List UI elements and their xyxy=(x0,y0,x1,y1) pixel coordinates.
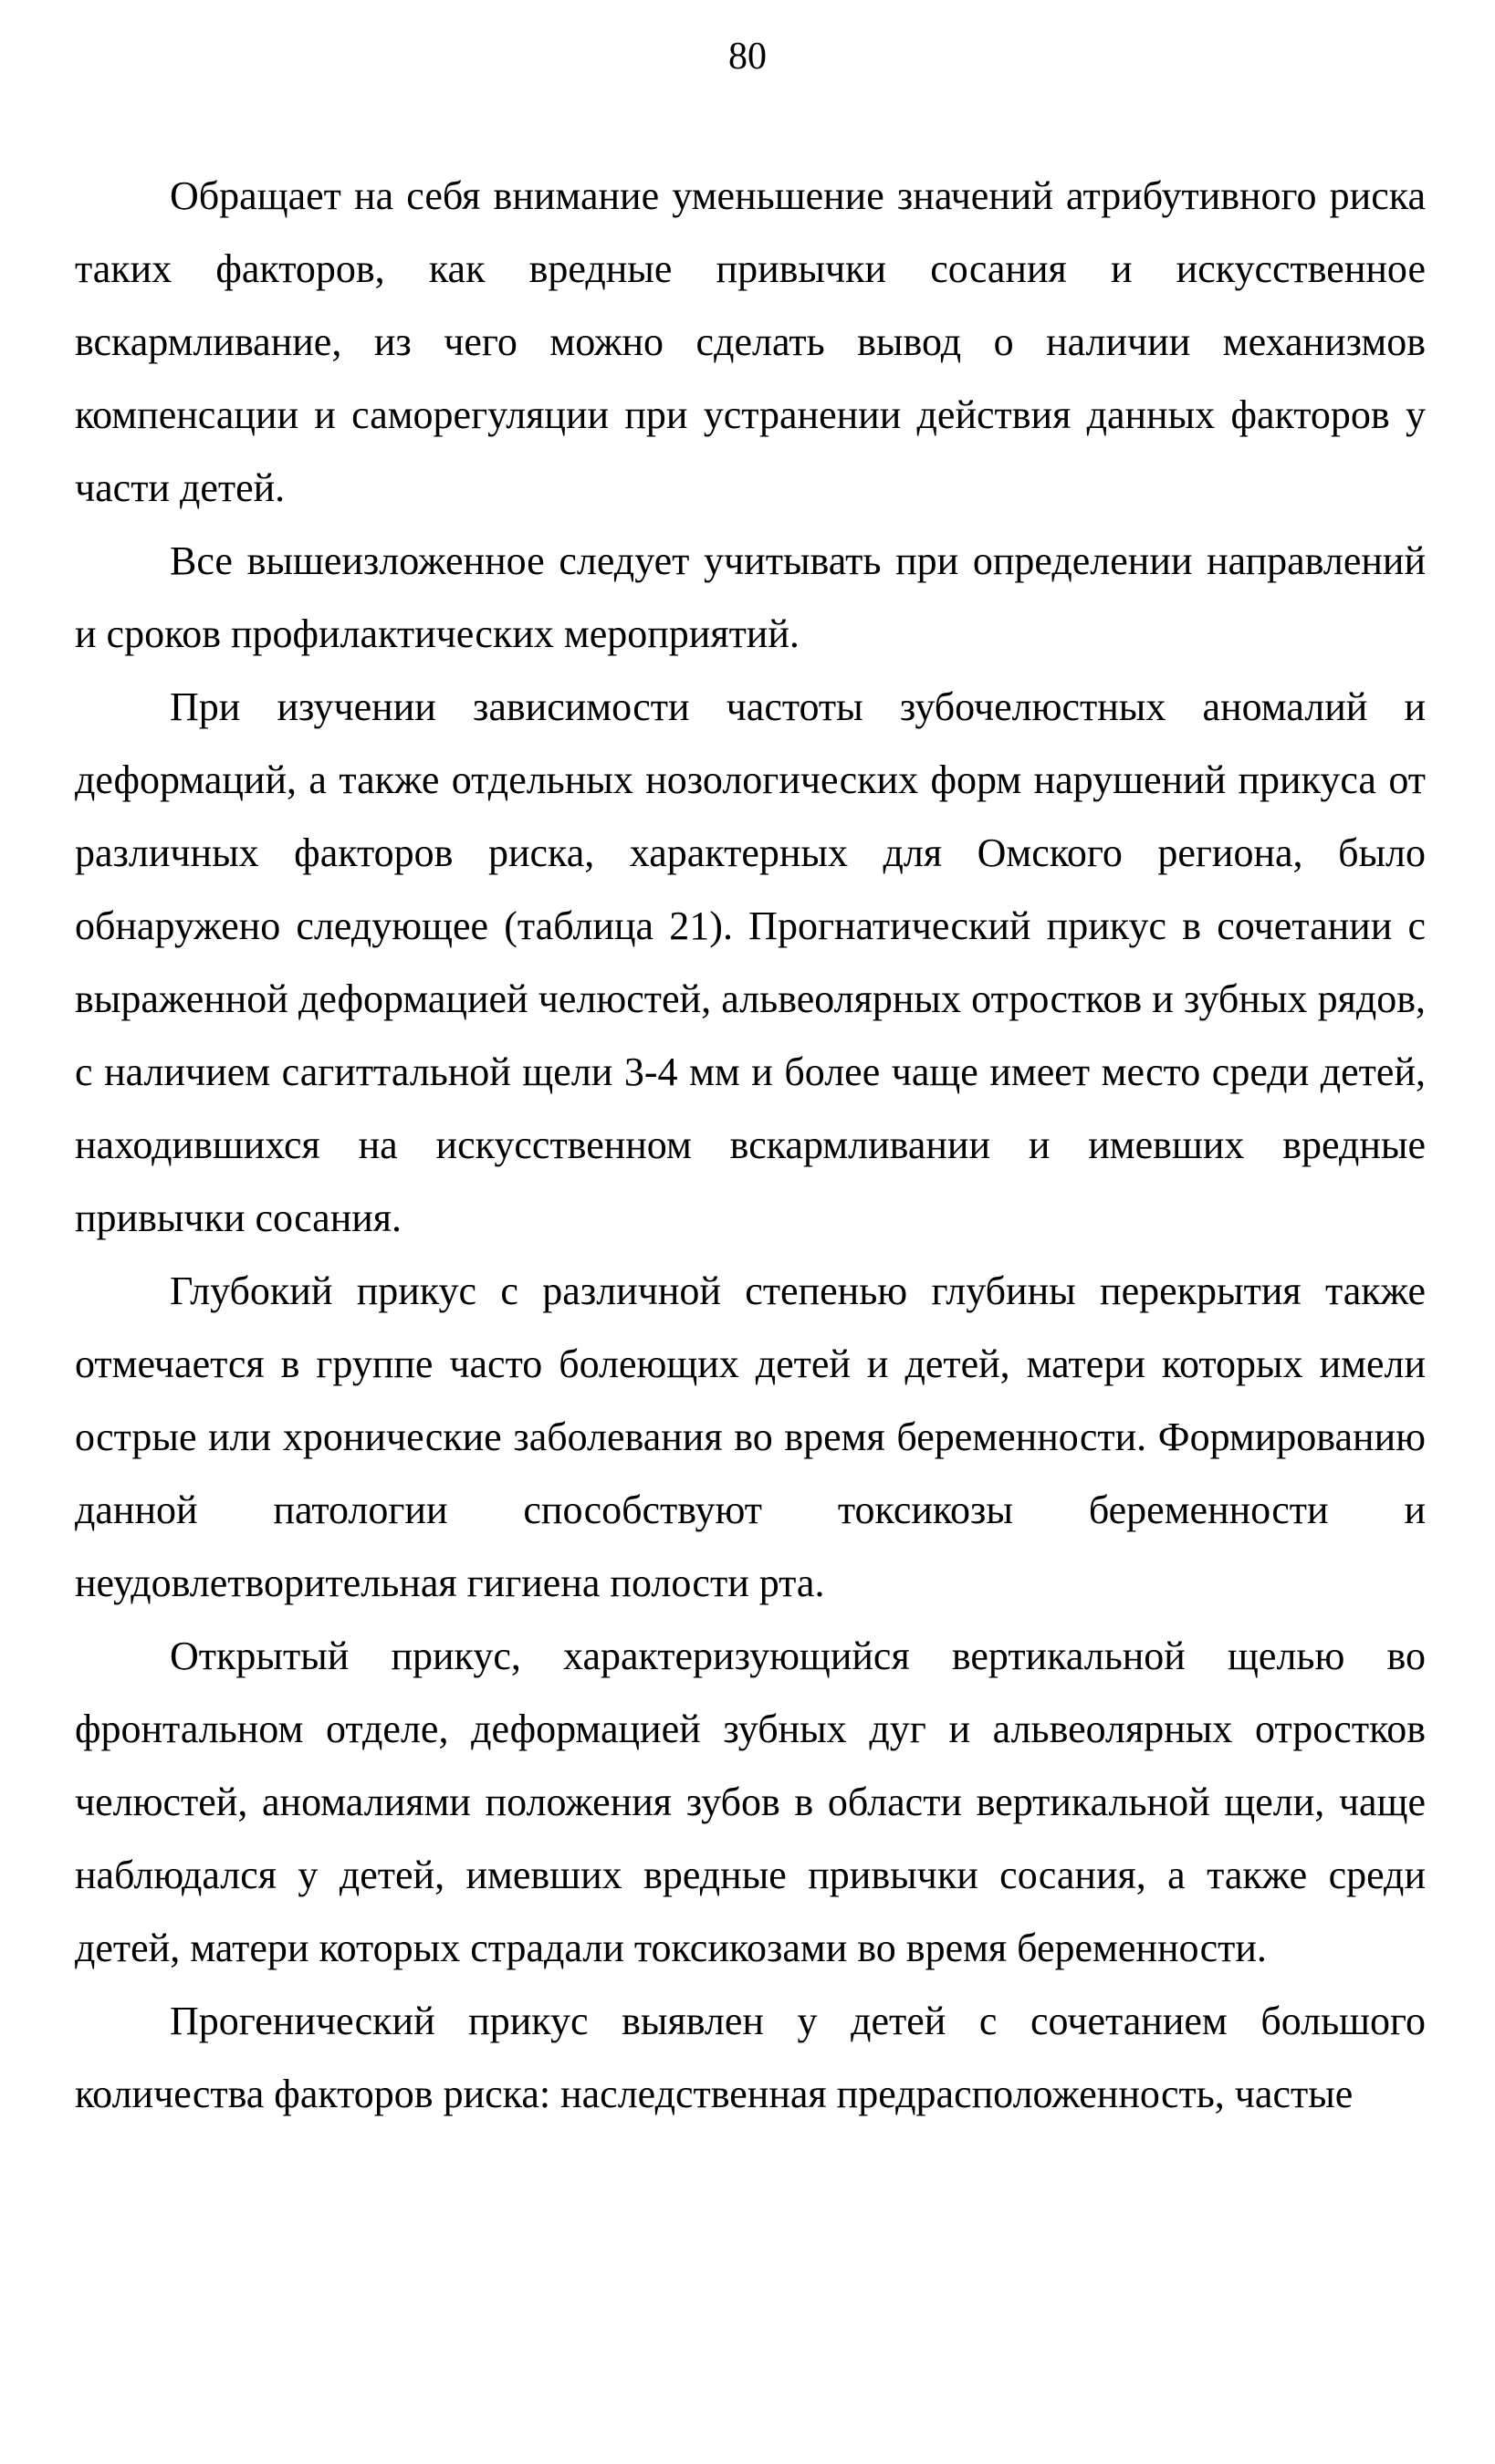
page-number: 80 xyxy=(728,36,767,78)
paragraph-5: Открытый прикус, характеризующийся вертикальной щелью во фронтальном отделе, деформацией зубных дуг и альвеолярных отростков челюстей, аномалиями положения зубов в области вертикальной щели, чаще наблюдался у детей, имевших вредные привычки сосания, а также среди детей, матери которых страдали токсикозами во время беременности. xyxy=(75,1634,1426,1970)
paragraph-4: Глубокий прикус с различной степенью глубины перекрытия также отмечается в группе часто болеющих детей и детей, матери которых имели острые или хронические заболевания во время беременности. Формированию данной патологии способствуют токсикозы беременности и неудовлетворительная гигиена полости рта. xyxy=(75,1269,1426,1605)
paragraph-2: Все вышеизложенное следует учитывать при определении направлений и сроков профилактических мероприятий. xyxy=(75,538,1426,656)
text-body xyxy=(75,160,1426,2131)
paragraph-3: При изучении зависимости частоты зубочелюстных аномалий и деформаций, а также отдельных нозологических форм нарушений прикуса от различных факторов риска, характерных для Омского региона, было обнаружено следующее (таблица 21). Прогнатический прикус в сочетании с выраженной деформацией челюстей, альвеолярных отростков и зубных рядов, с наличием сагиттальной щели 3-4 мм и более чаще имеет место среди детей, находившихся на искусственном вскармливании и имевших вредные привычки сосания. xyxy=(75,684,1426,1240)
paragraph-1: Обращает на себя внимание уменьшение значений атрибутивного риска таких факторов, как вредные привычки сосания и искусственное вскармливание, из чего можно сделать вывод о наличии механизмов компенсации и саморегуляции при устранении действия данных факторов у части детей. xyxy=(75,173,1426,510)
paragraph-6: Прогенический прикус выявлен у детей с сочетанием большого количества факторов риска: наследственная предрасположенность, частые xyxy=(75,1999,1426,2116)
